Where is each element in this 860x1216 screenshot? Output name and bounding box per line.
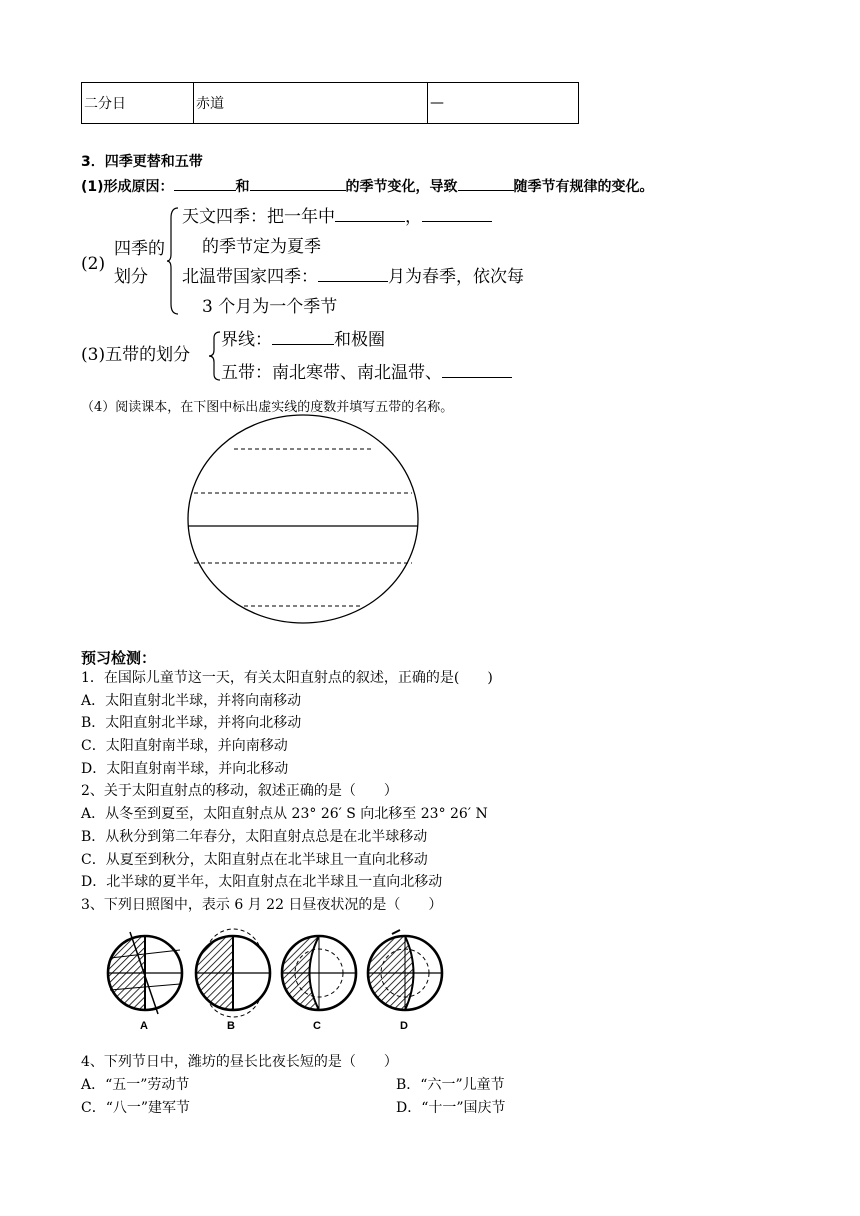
cause-prefix: (1)形成原因： xyxy=(81,179,174,195)
sunlight-option-b-icon[interactable] xyxy=(196,929,270,1017)
q4-option-b[interactable]: B．“六一”儿童节 xyxy=(396,1077,505,1093)
season-division-label-2: 划分 xyxy=(114,267,148,287)
blank-field[interactable] xyxy=(272,330,334,345)
left-brace-icon xyxy=(208,330,222,382)
q2-option-b[interactable]: B．从秋分到第二年春分，太阳直射点总是在北半球移动 xyxy=(81,829,428,845)
blank-field[interactable] xyxy=(250,176,346,191)
sunlight-label-c: C xyxy=(313,1020,321,1032)
cause-line xyxy=(81,176,654,196)
table-cell-position: 赤道 xyxy=(194,83,428,123)
five-zones-label: (3)五带的划分 xyxy=(81,345,191,365)
sunlight-label-d: D xyxy=(400,1020,408,1032)
table-cell-date: 二分日 xyxy=(82,83,194,123)
season-division-number: (2) xyxy=(81,254,106,274)
q4-option-d[interactable]: D．“十一”国庆节 xyxy=(396,1100,506,1116)
blank-field[interactable] xyxy=(335,207,405,222)
q1-option-c[interactable]: C．太阳直射南半球，并向南移动 xyxy=(81,738,288,754)
sunlight-diagrams xyxy=(100,928,460,1036)
astro-season-line2: 的季节定为夏季 xyxy=(202,237,321,257)
zone-instruction: （4）阅读课本，在下图中标出虚实线的度数并填写五带的名称。 xyxy=(81,400,454,415)
q2-option-d[interactable]: D．北半球的夏半年，太阳直射点在北半球且一直向北移动 xyxy=(81,874,443,890)
north-temperate-line1: 北温带国家四季： 月为春季，依次每 xyxy=(182,267,524,287)
season-division-label-1: 四季的 xyxy=(114,239,165,259)
five-zones-list: 五带：南北寒带、南北温带、 xyxy=(221,362,512,384)
q3-stem: 3、下列日照图中，表示 6 月 22 日昼夜状况的是（ ） xyxy=(81,897,443,913)
blank-field[interactable] xyxy=(174,176,236,191)
q4-option-c[interactable]: C．“八一”建军节 xyxy=(81,1100,191,1116)
q1-option-a[interactable]: A．太阳直射北半球，并将向南移动 xyxy=(81,693,302,709)
season-table-row xyxy=(81,82,579,124)
cause-suffix: 随季节有规律的变化。 xyxy=(513,179,654,195)
globe-outline xyxy=(188,415,418,623)
sunlight-option-d-icon[interactable] xyxy=(368,930,442,1010)
q1-option-d[interactable]: D．太阳直射南半球，并向北移动 xyxy=(81,761,289,777)
q2-option-a[interactable]: A．从冬至到夏至，太阳直射点从 23° 26′ S 向北移至 23° 26′ N xyxy=(81,806,488,822)
cause-mid1: 和 xyxy=(235,179,250,195)
sunlight-option-a-icon[interactable] xyxy=(108,932,182,1014)
blank-field[interactable] xyxy=(458,176,514,191)
five-zones-boundary: 界线： 和极圈 xyxy=(221,330,385,350)
blank-field[interactable] xyxy=(318,267,388,282)
section-title: 3．四季更替和五带 xyxy=(81,154,203,170)
table-cell-value: — xyxy=(430,95,444,111)
blank-field[interactable] xyxy=(442,363,512,378)
sunlight-option-c-icon[interactable] xyxy=(282,936,356,1010)
blank-field[interactable] xyxy=(422,207,492,222)
left-brace-icon xyxy=(166,206,180,316)
q2-option-c[interactable]: C．从夏至到秋分，太阳直射点在北半球且一直向北移动 xyxy=(81,852,428,868)
north-temperate-line2: 3 个月为一个季节 xyxy=(202,297,338,317)
q1-stem: 1．在国际儿童节这一天，有关太阳直射点的叙述，正确的是( ) xyxy=(81,670,493,686)
q2-stem: 2、关于太阳直射点的移动，叙述正确的是（ ） xyxy=(81,783,398,799)
q1-option-b[interactable]: B．太阳直射北半球，并将向北移动 xyxy=(81,715,302,731)
astro-season-line1: 天文四季：把一年中 ， xyxy=(182,206,492,228)
quiz-heading: 预习检测： xyxy=(81,649,157,667)
globe-zones-diagram xyxy=(186,413,420,625)
sunlight-label-b: B xyxy=(227,1020,235,1032)
cause-mid2: 的季节变化，导致 xyxy=(345,179,458,195)
q4-stem: 4、下列节日中，潍坊的昼长比夜长短的是（ ） xyxy=(81,1054,398,1070)
q4-option-a[interactable]: A．“五一”劳动节 xyxy=(81,1077,190,1093)
sunlight-label-a: A xyxy=(140,1020,148,1032)
